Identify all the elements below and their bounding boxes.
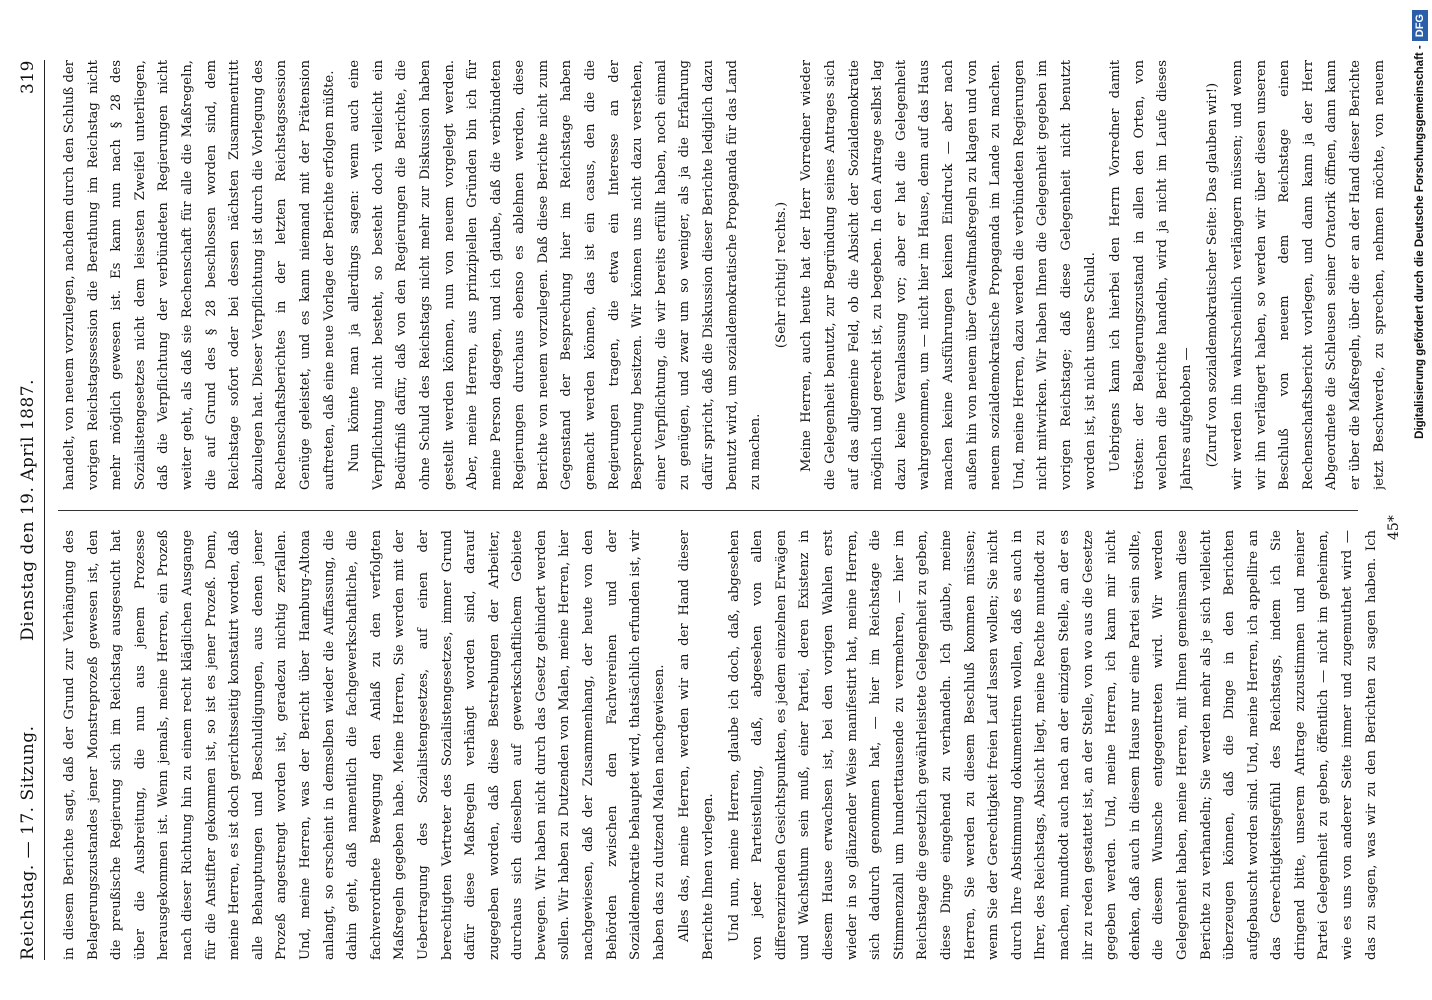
paragraph: in diesem Berichte sagt, daß der Grund zur Verhängung des Belagerungszustandes jener Monstreprozeß gewesen ist, den die preußische Regierung sich im Reichstag ausgesucht hat über die Ausbreitung, die nun aus jenem Prozesse herausgekommen ist. Wenn jemals, meine Herren, ein Prozeß nach dieser Richtung hin zu einem recht kläglichen Ausgange für die Anstifter gekommen ist, so ist es jener Prozeß. Denn, meine Herren, es ist doch gerichtsseitig konstatirt worden, daß alle Behauptungen und Beschuldigungen, aus denen jener Prozeß angestrengt worden ist, geradezu nichtig zerfallen. Und, meine Herren, was der Bericht über Hamburg-Altona anlangt, so erscheint in demselben wieder die Auffassung, die dahin geht, daß namentlich die fachgewerkschaftliche, die fachverordnete Bewegung den Anlaß zu den verfolgten Maßregeln gegeben habe. Meine Herren, Sie werden mit der Uebertragung des Sozialistengesetzes, auf einen der berechtigten Vertreter des Sozialistengesetzes, immer Grund dafür diese Maßregeln verhängt worden sind, darauf zugegeben worden, daß diese Bestrebungen der Arbeiter, durchaus sich dieselben auf gewerkschaftlichem Gebiete bewegen. Wir haben nicht durch das Gesetz gehindert werden sollen. Wir haben zu Dutzenden von Malen, meine Herren, hier nachgewiesen, daß der Zusammenhang, der heute von den Behörden zwischen den Fachvereinen und der Sozialdemokratie behauptet wird, thatsächlich erfunden ist, wir haben das zu dutzend Malen nachgewiesen.: [62, 530, 667, 960]
paragraph: Meine Herren, auch heute hat der Herr Vorredner wieder die Gelegenheit benutzt, zur Begründung seines Antrages sich auf das allgemeine Feld, ob die Absicht der Sozialdemokratie möglich und gerecht ist, zu begeben. In den Antrage selbst lag dazu keine Veranlassung vor; aber er hat die Gelegenheit wahrgenommen, um — nicht hier im Hause, denn auf das Haus machen keine Ausführungen keinen Eindruck — aber nach außen hin von neuem über Gewaltmaßregeln zu klagen und von neuem sozialdemokratische Propaganda im Lande zu machen. Und, meine Herren, dazu werden die verbündeten Regierungen nicht mitwirken. Wir haben Ihnen die Gelegenheit gegeben im vorigen Reichstage; daß diese Gelegenheit nicht benutzt worden ist, ist nicht unsere Schuld.: [799, 60, 1098, 490]
column-divider: [58, 510, 1358, 511]
page-number: 319: [18, 60, 38, 94]
paragraph: Und nun, meine Herren, glaube ich doch, daß, abgesehen von jeder Parteistellung, daß, abgesehen von allen differenzirenden Gesichtspunkten, es jedem einzelnen Erwägen und Wachsthum sein muß, einer Partei, deren Existenz in diesem Hause erwachsen ist, bei den vorigen Wahlen erst wieder in so glänzender Weise manifestirt hat, meine Herren, sich dadurch genommen hat, — hier im Reichstage die Stimmenzahl um hunderttausende zu vermehren, — hier im Reichstage die gesetzlich gewährleistete Gelegenheit zu geben, diese Dinge eingehend zu verhandeln. Ich glaube, meine Herren, Sie werden zu diesem Beschluß kommen müssen; wenn Sie der Gerechtigkeit freien Lauf lassen wollen; Sie nicht durch Ihre Abstimmung dokumentiren wollen, daß es auch in Ihrer, des Reichstags, Absicht liegt, meine Rechte mundtodt zu machen, mundtodt auch nach an der einzigen Stelle, an der es ihr zu reden gestattet ist, an der Stelle, von wo aus die Gesetze gegeben werden. Und, meine Herren, ich kann mir nicht denken, daß auch in diesem Hause nur eine Partei sein sollte, die diesem Wunsche entgegentreten wird. Wir werden Gelegenheit haben, meine Herren, mit Ihnen gemeinsam diese Berichte zu verhandeln; Sie werden mehr als je sich vielleicht überzeugen können, daß die Dinge in den Berichten aufgebauscht worden sind. Und, meine Herren, ich appellire an das Gerechtigkeitsgefühl des Reichstags, indem ich Sie dringend bitte, unserem Antrage zuzustimmen und meiner Partei Gelegenheit zu geben, öffentlich — nicht im geheimen, wie es uns von anderer Seite immer und zugemuthet wird — das zu sagen, was wir zu den Berichten zu sagen haben. Ich: [726, 530, 1379, 960]
page-header: [14, 60, 42, 960]
paragraph: wir werden ihn wahrscheinlich verlängern müssen; und wenn wir ihn verlängert haben, so werden wir über diesen unseren Beschluß von neuem dem Reichstage einen Rechenschaftsbericht vorlegen, und dann kann ja der Herr Abgeordnete die Schleusen seiner Oratorik öffnen, dann kann er über die Maßregeln, über die er an der Hand dieser Berichte jetzt Beschwerde, zu sprechen, nehmen möchte, von neuem: [1230, 60, 1387, 490]
header-date: Dienstag den 19. April 1887.: [18, 378, 38, 642]
sidebar-credit-text: Digitalisierung gefördert durch die Deutsche Forschungsgemeinschaft -: [1414, 45, 1426, 439]
paragraph: (Zuruf von sozialdemokratischer Seite: Das glauben wir!): [1204, 82, 1220, 468]
sidebar-credit: [1408, 10, 1432, 990]
digitization-sidebar: [1408, 0, 1432, 1000]
dfg-logo: DFG: [1412, 10, 1428, 41]
header-rule: [44, 60, 45, 960]
left-column: [58, 530, 1388, 960]
paragraph: Alles das, meine Herren, werden wir an der Hand dieser Berichte Ihnen vorlegen.: [677, 530, 717, 960]
right-column: [58, 60, 1388, 490]
paragraph: Uebrigens kann ich hierbei den Herrn Vorredner damit trösten: der Belagerungszustand in allen den Orten, von welchen die Berichte handeln, wird ja nicht im Laufe dieses Jahres aufgehoben —: [1108, 60, 1194, 490]
paragraph: Nun könnte man ja allerdings sagen: wenn auch eine Verpflichtung nicht besteht, so besteht doch vielleicht ein Bedürfniß dafür, daß von den Regierungen die Berichte, die ohne Schuld des Reichstags nicht mehr zur Diskussion haben gestellt werden können, nun von neuem vorgelegt werden. Aber, meine Herren, aus prinzipiellen Gründen bin ich für meine Person dagegen, und ich glaube, daß die verbündeten Regierungen durchaus ebenso es ablehnen werden, diese Berichte von neuem vorzulegen. Daß diese Berichte nicht zum Gegenstand der Besprechung hier im Reichstage haben gemacht werden können, das ist ein casus, den die die Regierungen tragen, die etwa ein Interesse an der Besprechung besitzen. Wir können uns nicht dazu verstehen, einer Verpflichtung, die wir bereits erfüllt haben, noch einmal zu genügen, und zwar um so weniger, als ja die Erfahrung dafür spricht, daß die Diskussion dieser Berichte lediglich dazu benutzt wird, um sozialdemokratische Propaganda für das Land zu machen.: [347, 60, 764, 490]
paragraph: handelt, von neuem vorzulegen, nachdem durch den Schluß der vorigen Reichstagssession die Berathung im Reichstag nicht mehr möglich gewesen ist. Es kann nun nach § 28 des Sozialistengesetzes nicht dem leisesten Zweifel unterliegen, daß die Verpflichtung der verbündeten Regierungen nicht weiter geht, als daß sie Rechenschaft für alle die Maßregeln, die auf Grund des § 28 beschlossen worden sind, dem Reichstage sofort oder bei dessen nächsten Zusammentritt abzulegen hat. Dieser Verpflichtung ist durch die Vorlegung des Rechenschaftsberichtes in der letzten Reichstagssession Genüge geleistet, und es kann niemand mit der Prätension auftreten, daß eine neue Vorlage der Berichte erfolgen müßte.: [62, 60, 337, 490]
paragraph: (Sehr richtig! rechts.): [773, 201, 789, 349]
header-session: Reichstag. — 17. Sitzung.: [18, 725, 38, 960]
signature-mark: 45*: [1386, 515, 1402, 540]
